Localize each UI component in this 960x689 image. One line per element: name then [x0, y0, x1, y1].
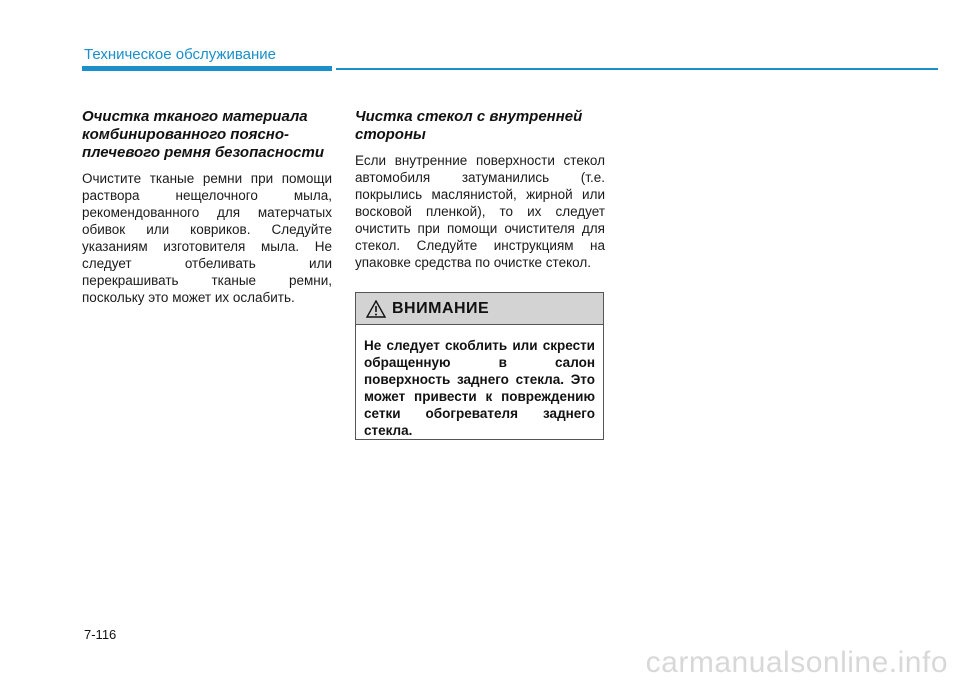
section-title: Техническое обслуживание	[84, 46, 276, 63]
seat-belt-cleaning-heading: Очистка тканого материала комбинированного поясно-плечевого ремня безопасности	[82, 108, 324, 161]
header-rule-thin	[336, 68, 938, 70]
warning-box	[355, 292, 604, 440]
header-rule-thick	[82, 66, 332, 71]
warning-triangle-icon	[366, 300, 386, 318]
page-number: 7-116	[84, 627, 117, 642]
seat-belt-cleaning-text: Очистите тканые ремни при помощи раствора нещелочного мыла, рекомендованного для матерчатых обивок или ковриков. Следуйте указаниям изготовителя мыла. Не следует отбеливать или перекрашивать тканые ремни, поскольку это может их ослабить.	[82, 171, 332, 305]
middle-column	[355, 108, 605, 271]
warning-header	[356, 293, 603, 325]
glass-cleaning-text: Если внутренние поверхности стекол автомобиля затуманились (т.е. покрылись маслянистой, жирной или восковой пленкой), то их следует очистить при помощи очистителя для стекол. Следуйте инструкциям на упаковке средства по очистке стекол.	[355, 153, 605, 270]
warning-title: ВНИМАНИЕ	[392, 299, 490, 317]
glass-cleaning-heading: Чистка стекол с внутренней стороны	[355, 108, 583, 143]
watermark: carmanualsonline.info	[645, 646, 948, 679]
left-column	[82, 108, 332, 306]
warning-text: Не следует скоблить или скрести обращенную в салон поверхность заднего стекла. Это может привести к повреждению сетки обогревателя заднего стекла.	[364, 338, 595, 438]
